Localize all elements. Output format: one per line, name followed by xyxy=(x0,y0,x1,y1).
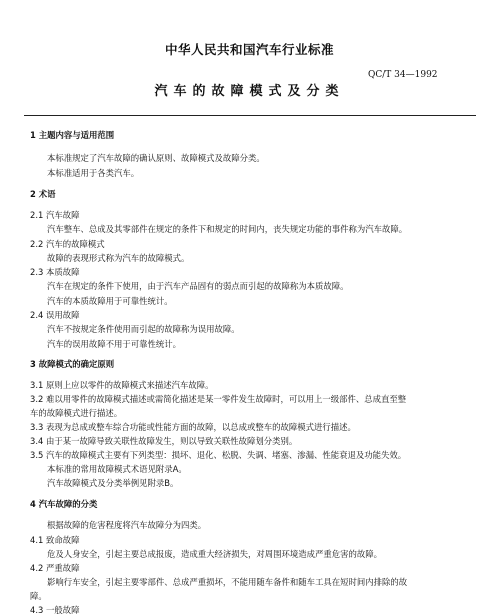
section-heading: 1 主题内容与适用范围 xyxy=(30,130,115,140)
body-line: 2.4 误用故障 xyxy=(30,310,80,320)
body-line: 汽车不按规定条件使用而引起的故障称为误用故障。 xyxy=(47,324,240,334)
body-line: 4.1 致命故障 xyxy=(30,535,80,545)
body-line: 2.1 汽车故障 xyxy=(30,210,80,220)
body-line: 危及人身安全，引起主要总成报废，造成重大经济损失，对周围环境造成严重危害的故障。 xyxy=(47,549,382,559)
body-line: 本标准适用于各类汽车。 xyxy=(47,168,140,178)
body-line: 3.2 难以用零件的故障模式描述或需简化描述是某一零件发生故障时，可以用上一级部件、总成直至整 xyxy=(30,394,407,404)
body-line: 故障的表现形式称为汽车的故障模式。 xyxy=(47,253,190,263)
body-line: 汽车的本质故障用于可靠性统计。 xyxy=(47,296,173,306)
body-line: 3.5 汽车的故障模式主要有下列类型：损坏、退化、松脱、失调、堵塞、渗漏、性能衰退及功能失效。 xyxy=(30,450,407,460)
body-line: 本标准规定了汽车故障的确认原则、故障模式及故障分类。 xyxy=(47,153,265,163)
body-line: 根据故障的危害程度将汽车故障分为四类。 xyxy=(47,520,207,530)
body-line: 汽车的误用故障不用于可靠性统计。 xyxy=(47,339,181,349)
body-line: 3.1 原则上应以零件的故障模式来描述汽车故障。 xyxy=(30,380,214,390)
body-line: 车的故障模式进行描述。 xyxy=(30,408,123,418)
standard-header: 中华人民共和国汽车行业标准 xyxy=(164,42,334,57)
document-title: 汽车的故障模式及分类 xyxy=(154,84,345,99)
body-line: 3.4 由于某一故障导致关联性故障发生，则以导致关联性故障划分类别。 xyxy=(30,436,298,446)
body-line: 汽车整车、总成及其零部件在规定的条件下和规定的时间内，丧失规定功能的事件称为汽车故障。 xyxy=(47,224,408,234)
body-line: 4.3 一般故障 xyxy=(30,605,80,615)
body-line: 本标准的常用故障模式术语见附录A。 xyxy=(47,464,187,474)
section-heading: 2 术语 xyxy=(30,189,56,199)
body-line: 2.3 本质故障 xyxy=(30,267,80,277)
body-line: 2.2 汽车的故障模式 xyxy=(30,239,105,249)
header-divider xyxy=(24,115,476,116)
body-line: 4.2 严重故障 xyxy=(30,563,80,573)
body-line: 障。 xyxy=(30,591,47,601)
body-line: 汽车故障模式及分类举例见附录B。 xyxy=(47,478,179,488)
section-heading: 4 汽车故障的分类 xyxy=(30,499,98,509)
standard-number: QC/T 34—1992 xyxy=(368,70,438,80)
body-line: 影响行车安全，引起主要零部件、总成严重损坏，不能用随车备件和随车工具在短时间内排除的故 xyxy=(47,577,408,587)
section-heading: 3 故障模式的确定原则 xyxy=(30,359,115,369)
body-line: 3.3 表现为总成或整车综合功能或性能方面的故障，以总成或整车的故障模式进行描述。 xyxy=(30,422,356,432)
body-line: 汽车在规定的条件下使用，由于汽车产品固有的弱点而引起的故障称为本质故障。 xyxy=(47,281,349,291)
